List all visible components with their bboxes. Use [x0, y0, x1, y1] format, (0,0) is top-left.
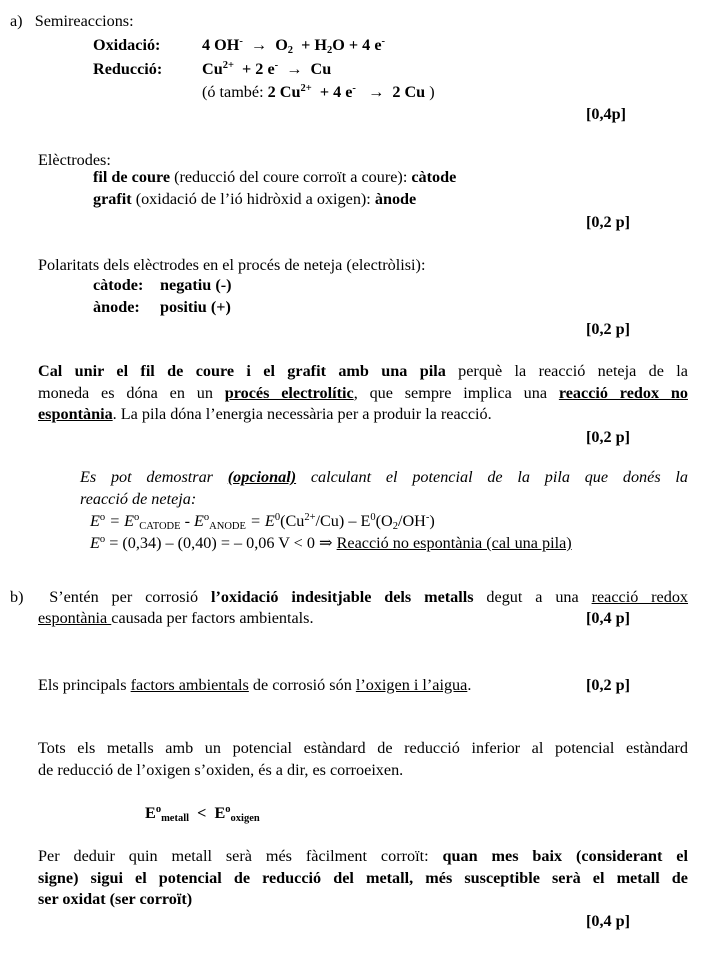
- reduction-label: Reducció:: [93, 60, 163, 78]
- polarity-heading: Polaritats dels elèctrodes en el procés de neteja (electròlisi):: [38, 256, 426, 274]
- paragraph-line-3: espontània. La pila dóna l’energia necessària per a produir la reacció.: [38, 405, 492, 423]
- section-b-line-1: b) S’entén per corrosió l’oxidació indesitjable dels metalls degut a una reacció redox: [10, 588, 689, 606]
- metals-line-2: de reducció de l’oxigen s’oxiden, és a dir, es corroeixen.: [38, 761, 404, 779]
- points-polarity: [0,2 p]: [586, 320, 631, 338]
- polarity-anode-label: ànode:: [93, 298, 140, 316]
- environmental-factors: Els principals factors ambientals de corrosió són l’oxigen i l’aigua.: [38, 676, 472, 694]
- alternative-equation: (ó també: 2 $Cu^{2+} + 4$ e- → 2 Cu ): [202, 83, 435, 101]
- optional-line-1: Es pot demostrar (opcional) calculant el potencial de la pila que donés la: [80, 468, 688, 486]
- optional-line-2: reacció de neteja:: [80, 490, 197, 508]
- points-electrodes: [0,2 p]: [586, 213, 631, 231]
- points-semireactions: [0,4p]: [586, 105, 627, 123]
- electrode-copper: fil de coure (reducció del coure corroït a coure): càtode: [93, 168, 457, 186]
- points-environmental-factors: [0,2 p]: [586, 676, 631, 694]
- deduction-line-1: Per deduir quin metall serà més fàcilment corroït: quan mes baix (considerant el: [38, 847, 688, 865]
- polarity-cathode-label: càtode:: [93, 276, 144, 294]
- section-b-line-2: espontània causada per factors ambientals.: [38, 609, 314, 627]
- metals-line-1: Tots els metalls amb un potencial estàndard de reducció inferior al potencial estàndard: [38, 739, 688, 757]
- polarity-cathode-value: negatiu (-): [160, 276, 232, 294]
- potential-equation: $E^o = E^o_{CATODE} - E^o_{ANODE} = E^0(Cu^{2+}/Cu) - E^0(O_2/OH^-)$: [90, 512, 435, 532]
- points-paragraph: [0,2 p]: [586, 428, 631, 446]
- section-b-marker: b): [10, 588, 24, 606]
- semireactions-heading: Semireaccions:: [34, 12, 134, 30]
- electrodes-heading: Elèctrodes:: [38, 151, 111, 169]
- paragraph-line-2: moneda es dóna en un procés electrolític, que sempre implica una reacció redox no: [38, 384, 688, 402]
- polarity-anode-value: positiu (+): [160, 298, 231, 316]
- deduction-line-2: signe) sigui el potencial de reducció del metall, més susceptible serà el metall de: [38, 869, 688, 887]
- oxidation-equation: 4 $OH^- \to O_2 + H_2O + 4$ e-: [202, 36, 385, 56]
- points-corrosion-definition: [0,4 p]: [586, 609, 631, 627]
- potential-calculation: $E^o = (0,34) - (0,40)$ = – 0,06 V < 0 ⇒ Reacció no espontània (cal una pila): [90, 534, 572, 552]
- points-deduction: [0,4 p]: [586, 912, 631, 930]
- section-a-marker: a): [10, 12, 23, 30]
- oxidation-label: Oxidació:: [93, 36, 161, 54]
- reduction-equation: $Cu^{2+} + 2$ e- → Cu: [202, 60, 332, 78]
- section-a-heading: [10, 10, 134, 32]
- deduction-line-3: ser oxidat (ser corroït): [38, 890, 193, 908]
- electrode-graphite: grafit (oxidació de l’ió hidròxid a oxigen): ànode: [93, 190, 417, 208]
- paragraph-line-1: Cal unir el fil de coure i el grafit amb una pila perquè la reacció neteja de la: [38, 362, 688, 380]
- potential-inequality: $E^o_{metall} < E^o_{oxigen}$: [145, 804, 260, 824]
